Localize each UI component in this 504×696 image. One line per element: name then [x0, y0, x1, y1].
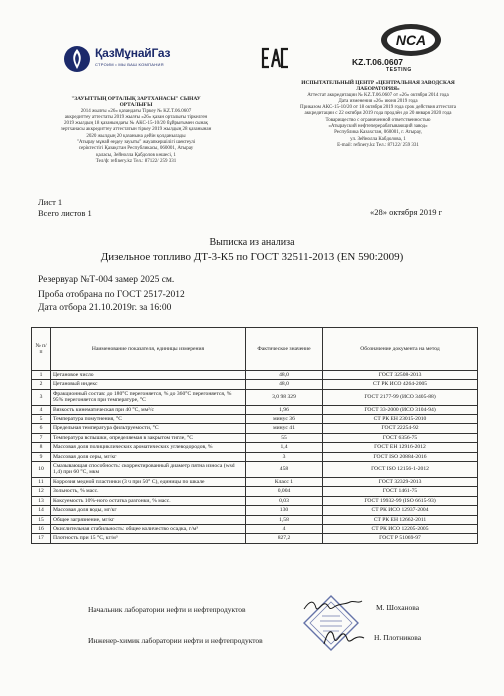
- table-row: [32, 515, 478, 524]
- parameter-cell: Коррозия медной пластинки (3 ч при 50° С), единицы по шкале: [51, 477, 246, 486]
- method-cell: ГОСТ ЕН 12916-2012: [323, 443, 478, 452]
- table-row: [32, 380, 478, 389]
- value-cell: минус 41: [246, 424, 323, 433]
- method-cell: ГОСТ 19932-99 (ISO 6615-93): [323, 496, 478, 505]
- lab-info-line: Приказом АКС-15-10/20 от 18 октября 2019 года срок действия аттестата: [300, 105, 456, 111]
- reservoir-info: Резервуар №Т-004 замер 2025 см.: [38, 275, 175, 285]
- table-row: [32, 433, 478, 442]
- method-cell: ГОСТ 1461-75: [323, 487, 478, 496]
- parameter-cell: Массовая доля воды, мг/кг: [51, 506, 246, 515]
- value-cell: 827,2: [246, 534, 323, 543]
- table-row: [32, 487, 478, 496]
- value-cell: минус 36: [246, 415, 323, 424]
- value-cell: 0,004: [246, 487, 323, 496]
- eac-mark-icon: [261, 46, 289, 70]
- row-number-cell: 8: [32, 443, 51, 452]
- value-cell: 458: [246, 462, 323, 478]
- lab-info-line: серіктестігі Қазақстан Республикасы, 060001, Атырау: [78, 146, 194, 152]
- head-signatory-name: М. Шоханова: [376, 603, 420, 612]
- kazmunaygas-logo-text: ҚазМұнайГаз: [95, 46, 171, 60]
- parameter-cell: Смазывающая способность: скорректированный диаметр пятна износа (wsd 1,4) при 60 °С, мкм: [51, 462, 246, 478]
- lab-info-line: E-mail: refinery.kz Тел.: 87122/ 259 331: [337, 142, 419, 148]
- column-header-value: Фактическое значение: [246, 328, 323, 371]
- lab-info-line: аккредиттеу аттестаты 2019 жылғы «26» қазан орталығы тіркелген: [64, 114, 208, 120]
- lab-info-line: Аттестат аккредитации № KZ.T.06.0607 от «26» октября 2014 года: [307, 92, 449, 98]
- parameter-cell: Общее загрязнение, мг/кг: [51, 515, 246, 524]
- lab-info-line: Дата изменения «26» июня 2019 года: [338, 98, 418, 104]
- row-number-cell: 2: [32, 380, 51, 389]
- method-cell: СТ РК ИСО 12937-2004: [323, 506, 478, 515]
- document-subtitle: Дизельное топливо ДТ-3-К5 по ГОСТ 32511-2013 (EN 590:2009): [100, 251, 404, 263]
- lab-info-line: 2020 жылдың 20 қазанына дейін қолданылады: [86, 133, 186, 139]
- row-number-cell: 17: [32, 534, 51, 543]
- table-row: [32, 506, 478, 515]
- row-number-cell: 9: [32, 452, 51, 461]
- lab-info-line: қаласы, Зейнолла Қабдолов көшесі, 1: [96, 152, 176, 158]
- row-number-cell: 1: [32, 371, 51, 380]
- sample-date: Дата отбора 21.10.2019г. за 16:00: [38, 303, 172, 313]
- value-cell: 3,0 98 329: [246, 389, 323, 405]
- lab-info-line: "Атырау мұнай өңдеу зауыты" жауапкершілігі шектеулі: [76, 140, 196, 146]
- parameter-cell: Зольность, % масс.: [51, 487, 246, 496]
- value-cell: 4: [246, 524, 323, 533]
- lab-info-line: 2014 жылғы «26» қазандағы Тіркеу № KZ.T.06.0607: [80, 108, 192, 114]
- kazmunaygas-tagline: СТРОИМ • МЫ ВАШ КОМПАНИЯ: [95, 62, 164, 67]
- lab-info-kazakh: [38, 96, 234, 165]
- parameter-cell: Вязкость кинематическая при 40 °С, мм²/с: [51, 405, 246, 414]
- row-number-cell: 13: [32, 496, 51, 505]
- testing-label: TESTING: [386, 67, 412, 73]
- method-cell: ГОСТ 32508-2013: [323, 371, 478, 380]
- row-number-cell: 12: [32, 487, 51, 496]
- table-row: [32, 452, 478, 461]
- lab-info-line: Республика Казахстан, 060001, г. Атырау,: [334, 130, 422, 136]
- value-cell: 1,96: [246, 405, 323, 414]
- table-row: [32, 462, 478, 478]
- column-header-number: № п/п: [32, 328, 51, 371]
- table-row: [32, 424, 478, 433]
- parameter-cell: Массовая доля серы, мг/кг: [51, 452, 246, 461]
- column-header-method: Обозначение документа на метод: [323, 328, 478, 371]
- row-number-cell: 7: [32, 433, 51, 442]
- lab-info-line: Тел/ф: refinery.kz Тел.: 87122/ 259 331: [95, 158, 177, 164]
- lab-info-line: зертханасы аккредиттеу аттестатын тіркеу 2019 жылдың 28 қазанынан: [60, 127, 212, 133]
- method-cell: СТ РК ЕН 12662-2011: [323, 515, 478, 524]
- parameter-cell: Окислительная стабильность: общее количество осадка, г/м³: [51, 524, 246, 533]
- parameter-cell: Температура помутнения, °С: [51, 415, 246, 424]
- parameter-cell: Температура вспышки, определяемая в закрытом тигле, °С: [51, 433, 246, 442]
- value-cell: 130: [246, 506, 323, 515]
- parameter-cell: Предельная температура фильтруемости, °С: [51, 424, 246, 433]
- row-number-cell: 16: [32, 524, 51, 533]
- parameter-cell: Плотность при 15 °С, кг/м³: [51, 534, 246, 543]
- parameter-cell: Цетановый индекс: [51, 380, 246, 389]
- parameter-cell: Фракционный состав: до 180°С перегоняется, % до 360°С перегоняется, % 95% перегоняется при температуре, °С: [51, 389, 246, 405]
- row-number-cell: 5: [32, 415, 51, 424]
- lab-info-line: 2019 жылдың 18 қазанындағы № АКС-15-10/20 бұйрығымен сынақ: [64, 121, 208, 127]
- lab-info-line: Товарищество с ограниченной ответственностью: [325, 117, 431, 123]
- method-cell: СТ РК ИСО 12205-2005: [323, 524, 478, 533]
- parameter-cell: Цетановое число: [51, 371, 246, 380]
- method-cell: ГОСТ 2177-99 (ИСО 3405-88): [323, 389, 478, 405]
- engineer-signatory-title: Инженер-химик лаборатории нефти и нефтепродуктов: [88, 636, 263, 645]
- sheet-number: Лист 1: [38, 197, 63, 207]
- lab-info-russian: [274, 80, 482, 149]
- value-cell: 48,0: [246, 371, 323, 380]
- value-cell: 1,58: [246, 515, 323, 524]
- method-cell: ГОСТ ISO 20884-2016: [323, 452, 478, 461]
- row-number-cell: 4: [32, 405, 51, 414]
- method-cell: ГОСТ 22254-92: [323, 424, 478, 433]
- analysis-results-table: [31, 327, 478, 544]
- nca-accreditation-logo-icon: [379, 22, 443, 58]
- method-cell: СТ РК ИСО 4264-2005: [323, 380, 478, 389]
- parameter-cell: Массовая доля полициклических ароматических углеводородов, %: [51, 443, 246, 452]
- method-cell: ГОСТ 32329-2013: [323, 477, 478, 486]
- method-cell: ГОСТ Р 51069-97: [323, 534, 478, 543]
- table-row: [32, 371, 478, 380]
- table-header-row: [32, 328, 478, 371]
- kazmunaygas-logo: [62, 42, 186, 78]
- table-row: [32, 443, 478, 452]
- nca-logo-text: NCA: [395, 32, 427, 48]
- value-cell: 3: [246, 452, 323, 461]
- method-cell: ГОСТ 6356-75: [323, 433, 478, 442]
- value-cell: Класс 1: [246, 477, 323, 486]
- value-cell: 48,0: [246, 380, 323, 389]
- lab-info-line: «Атырауский нефтеперерабатывающий завод»: [328, 124, 428, 130]
- head-signature-icon: [300, 596, 366, 614]
- lab-info-line: аккредитации с 22 октября 2019 года продлён до 20 января 2020 года: [304, 111, 452, 117]
- document-title: Выписка из анализа: [209, 237, 295, 248]
- lab-info-line: ОРТАЛЫҒЫ: [119, 102, 153, 109]
- row-number-cell: 15: [32, 515, 51, 524]
- value-cell: 0,03: [246, 496, 323, 505]
- method-cell: ГОСТ ISO 12156-1-2012: [323, 462, 478, 478]
- engineer-signatory-name: Н. Плотникова: [374, 633, 422, 642]
- method-cell: СТ РК ЕН 23015-2010: [323, 415, 478, 424]
- sample-standard: Проба отобрана по ГОСТ 2517-2012: [38, 290, 185, 300]
- row-number-cell: 11: [32, 477, 51, 486]
- accreditation-code: KZ.T.06.0607: [352, 57, 404, 67]
- table-row: [32, 477, 478, 486]
- parameter-cell: Коксуемость 10%-ного остатка разгонки, % масс.: [51, 496, 246, 505]
- table-row: [32, 524, 478, 533]
- row-number-cell: 6: [32, 424, 51, 433]
- lab-info-line: ул. Зейнолла Кабдолова, 1: [350, 136, 406, 142]
- lab-info-line: ЛАБОРАТОРИЯ»: [356, 86, 400, 93]
- head-signatory-title: Начальник лаборатории нефти и нефтепродуктов: [88, 605, 246, 614]
- value-cell: 1,4: [246, 443, 323, 452]
- total-sheets: Всего листов 1: [38, 208, 92, 218]
- table-row: [32, 405, 478, 414]
- table-row: [32, 534, 478, 543]
- kazmunaygas-emblem-icon: [62, 44, 92, 74]
- row-number-cell: 3: [32, 389, 51, 405]
- row-number-cell: 14: [32, 506, 51, 515]
- table-row: [32, 389, 478, 405]
- lab-info-line: "ЗАУЫТТЫҢ ОРТАЛЫҚ ЗАРТХАНАСЫ" СЫНАУ: [71, 96, 201, 102]
- table-row: [32, 496, 478, 505]
- method-cell: ГОСТ 33-2000 (ИСО 3104-94): [323, 405, 478, 414]
- table-row: [32, 415, 478, 424]
- engineer-signature-icon: [320, 624, 366, 650]
- column-header-parameter: Наименование показателя, единицы измерения: [51, 328, 246, 371]
- row-number-cell: 10: [32, 462, 51, 478]
- document-date: «28» октября 2019 г: [370, 207, 443, 217]
- value-cell: 55: [246, 433, 323, 442]
- lab-info-line: ИСПЫТАТЕЛЬНЫЙ ЦЕНТР «ЦЕНТРАЛЬНАЯ ЗАВОДСКАЯ: [301, 80, 455, 86]
